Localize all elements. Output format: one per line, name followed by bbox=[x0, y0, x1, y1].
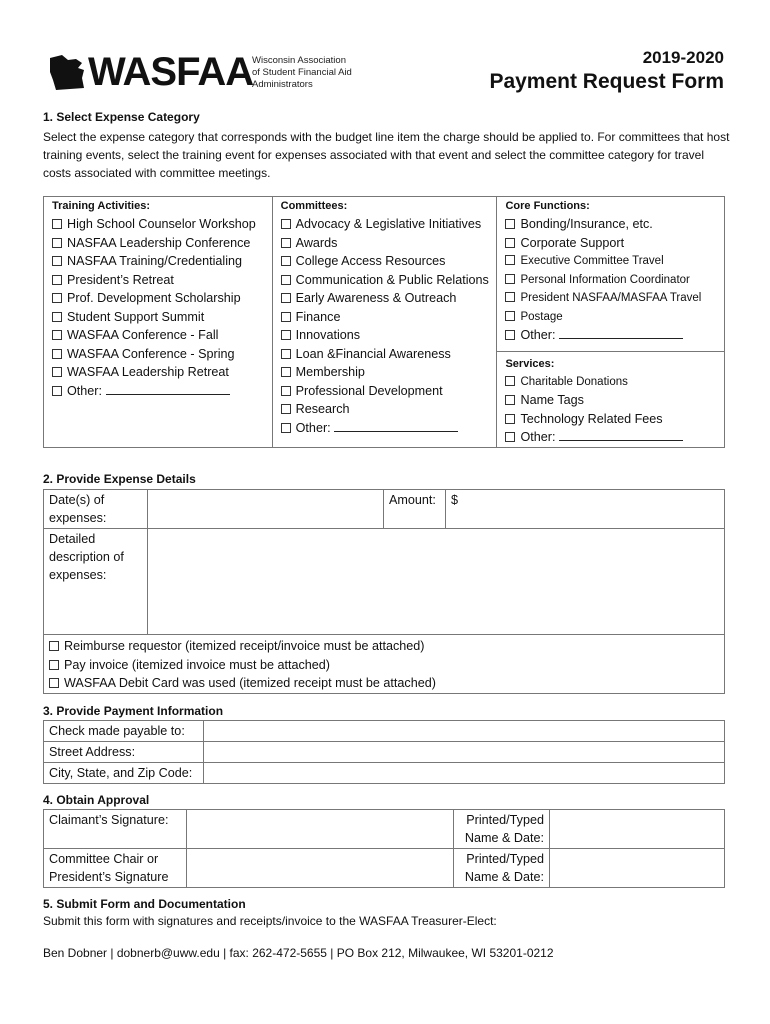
wisconsin-map-icon bbox=[48, 54, 90, 92]
checkbox-item[interactable]: Prof. Development Scholarship bbox=[52, 289, 272, 308]
section-3-heading: 3. Provide Payment Information bbox=[43, 704, 224, 718]
payee-input[interactable] bbox=[204, 721, 725, 742]
checkbox[interactable] bbox=[505, 311, 515, 321]
checkbox-item-other[interactable]: Other: bbox=[52, 382, 272, 401]
checkbox[interactable] bbox=[505, 432, 515, 442]
checkbox[interactable] bbox=[52, 330, 62, 340]
checkbox[interactable] bbox=[505, 292, 515, 302]
checkbox-item[interactable]: Personal Information Coordinator bbox=[505, 271, 724, 290]
amount-input[interactable] bbox=[446, 490, 725, 529]
checkbox[interactable] bbox=[52, 219, 62, 229]
chair-printed-name-label: Printed/Typed Name & Date: bbox=[454, 849, 550, 888]
checkbox[interactable] bbox=[505, 330, 515, 340]
currency-symbol: $ bbox=[451, 493, 459, 507]
training-activities-column bbox=[44, 197, 273, 448]
checkbox-item[interactable]: Advocacy & Legislative Initiatives bbox=[281, 215, 497, 234]
section-1-instructions: Select the expense category that corresponds with the budget line item the charge should be applied to. For committees that host training events, select the training event for expenses associated with that event and select the committee category for travel costs associated with committee meetings. bbox=[43, 130, 730, 180]
checkbox-item[interactable]: Corporate Support bbox=[505, 234, 724, 253]
checkbox-item[interactable]: NASFAA Leadership Conference bbox=[52, 234, 272, 253]
claimant-signature-input[interactable] bbox=[187, 810, 454, 849]
chair-printed-name-input[interactable] bbox=[550, 849, 725, 888]
section-4-heading: 4. Obtain Approval bbox=[43, 793, 150, 807]
checkbox-item[interactable]: WASFAA Conference - Fall bbox=[52, 326, 272, 345]
checkbox[interactable] bbox=[52, 349, 62, 359]
checkbox-item-reimburse[interactable]: Reimburse requestor (itemized receipt/invoice must be attached) bbox=[49, 637, 719, 656]
checkbox-item[interactable]: High School Counselor Workshop bbox=[52, 215, 272, 234]
page-title: Payment Request Form bbox=[489, 70, 724, 93]
checkbox-item[interactable]: College Access Resources bbox=[281, 252, 497, 271]
submission-instruction: Submit this form with signatures and receipts/invoice to the WASFAA Treasurer-Elect: bbox=[43, 914, 497, 928]
street-input[interactable] bbox=[204, 742, 725, 763]
section-5-heading: 5. Submit Form and Documentation bbox=[43, 897, 246, 911]
checkbox-item[interactable]: NASFAA Training/Credentialing bbox=[52, 252, 272, 271]
section-1-heading: 1. Select Expense Category bbox=[43, 110, 200, 124]
claimant-signature-label: Claimant’s Signature: bbox=[44, 810, 187, 849]
checkbox[interactable] bbox=[281, 386, 291, 396]
checkbox-item[interactable]: Research bbox=[281, 400, 497, 419]
checkbox[interactable] bbox=[505, 255, 515, 265]
services-group bbox=[497, 351, 724, 447]
checkbox[interactable] bbox=[281, 312, 291, 322]
checkbox-item[interactable]: Early Awareness & Outreach bbox=[281, 289, 497, 308]
payment-method-options bbox=[44, 635, 725, 694]
checkbox[interactable] bbox=[505, 376, 515, 386]
section-2-heading: 2. Provide Expense Details bbox=[43, 472, 196, 486]
claimant-printed-name-input[interactable] bbox=[550, 810, 725, 849]
checkbox-item[interactable]: Membership bbox=[281, 363, 497, 382]
checkbox[interactable] bbox=[505, 238, 515, 248]
checkbox[interactable] bbox=[281, 238, 291, 248]
checkbox[interactable] bbox=[49, 678, 59, 688]
logo-wordmark: WASFAA bbox=[88, 50, 254, 94]
amount-label: Amount: bbox=[384, 490, 446, 529]
committees-header: Committees: bbox=[280, 200, 348, 212]
core-functions-column bbox=[497, 197, 725, 448]
checkbox-item[interactable]: WASFAA Conference - Spring bbox=[52, 345, 272, 364]
checkbox-item[interactable]: Innovations bbox=[281, 326, 497, 345]
checkbox-item[interactable]: Loan &Financial Awareness bbox=[281, 345, 497, 364]
checkbox[interactable] bbox=[505, 219, 515, 229]
payee-label: Check made payable to: bbox=[44, 721, 204, 742]
checkbox-item-other[interactable]: Other: bbox=[281, 419, 497, 438]
checkbox-item[interactable]: Professional Development bbox=[281, 382, 497, 401]
expense-category-table bbox=[43, 196, 725, 448]
chair-signature-input[interactable] bbox=[187, 849, 454, 888]
checkbox-item[interactable]: Finance bbox=[281, 308, 497, 327]
checkbox-item-other[interactable]: Other: bbox=[505, 428, 724, 447]
checkbox-item[interactable]: Technology Related Fees bbox=[505, 410, 724, 429]
payment-info-table bbox=[43, 720, 725, 784]
checkbox-item[interactable]: Communication & Public Relations bbox=[281, 271, 497, 290]
checkbox-item[interactable]: Executive Committee Travel bbox=[505, 252, 724, 271]
checkbox[interactable] bbox=[505, 274, 515, 284]
training-activities-header: Training Activities: bbox=[52, 200, 151, 212]
checkbox[interactable] bbox=[281, 404, 291, 414]
checkbox[interactable] bbox=[49, 641, 59, 651]
dates-label: Date(s) of expenses: bbox=[44, 490, 148, 529]
checkbox[interactable] bbox=[52, 367, 62, 377]
treasurer-contact: Ben Dobner | dobnerb@uww.edu | fax: 262-472-5655 | PO Box 212, Milwaukee, WI 53201-0212 bbox=[43, 946, 554, 960]
other-text-input[interactable] bbox=[559, 327, 683, 339]
other-text-input[interactable] bbox=[106, 383, 230, 395]
city-state-zip-label: City, State, and Zip Code: bbox=[44, 763, 204, 784]
committees-column bbox=[272, 197, 497, 448]
checkbox-item[interactable]: Postage bbox=[505, 308, 724, 327]
checkbox-item[interactable]: President’s Retreat bbox=[52, 271, 272, 290]
checkbox[interactable] bbox=[281, 219, 291, 229]
checkbox-item-debit-card[interactable]: WASFAA Debit Card was used (itemized receipt must be attached) bbox=[49, 674, 719, 693]
checkbox[interactable] bbox=[52, 293, 62, 303]
services-header: Services: bbox=[505, 357, 555, 370]
chair-signature-label: Committee Chair or President’s Signature bbox=[44, 849, 187, 888]
logo-subtitle: Wisconsin Association of Student Financial Aid Administrators bbox=[252, 55, 352, 90]
approval-table bbox=[43, 809, 725, 888]
checkbox[interactable] bbox=[49, 660, 59, 670]
city-state-zip-input[interactable] bbox=[204, 763, 725, 784]
checkbox-item[interactable]: Charitable Donations bbox=[505, 373, 724, 392]
checkbox[interactable] bbox=[281, 349, 291, 359]
checkbox-item-other[interactable]: Other: bbox=[505, 326, 724, 345]
checkbox[interactable] bbox=[281, 423, 291, 433]
checkbox-item-pay-invoice[interactable]: Pay invoice (itemized invoice must be attached) bbox=[49, 656, 719, 675]
street-label: Street Address: bbox=[44, 742, 204, 763]
description-input[interactable] bbox=[148, 529, 725, 635]
checkbox[interactable] bbox=[52, 386, 62, 396]
checkbox[interactable] bbox=[52, 312, 62, 322]
checkbox[interactable] bbox=[281, 330, 291, 340]
checkbox[interactable] bbox=[52, 275, 62, 285]
checkbox-item[interactable]: President NASFAA/MASFAA Travel bbox=[505, 289, 724, 308]
checkbox[interactable] bbox=[281, 256, 291, 266]
checkbox[interactable] bbox=[52, 238, 62, 248]
form-year: 2019-2020 bbox=[642, 48, 724, 67]
dates-input[interactable] bbox=[148, 490, 384, 529]
expense-details-table bbox=[43, 489, 725, 694]
checkbox-item[interactable]: Name Tags bbox=[505, 391, 724, 410]
checkbox-item[interactable]: Student Support Summit bbox=[52, 308, 272, 327]
other-text-input[interactable] bbox=[334, 420, 458, 432]
checkbox-item[interactable]: WASFAA Leadership Retreat bbox=[52, 363, 272, 382]
claimant-printed-name-label: Printed/Typed Name & Date: bbox=[454, 810, 550, 849]
checkbox[interactable] bbox=[505, 414, 515, 424]
checkbox-item[interactable]: Awards bbox=[281, 234, 497, 253]
other-text-input[interactable] bbox=[559, 429, 683, 441]
checkbox[interactable] bbox=[281, 367, 291, 377]
checkbox-item[interactable]: Bonding/Insurance, etc. bbox=[505, 215, 724, 234]
checkbox[interactable] bbox=[52, 256, 62, 266]
checkbox[interactable] bbox=[505, 395, 515, 405]
checkbox[interactable] bbox=[281, 293, 291, 303]
checkbox[interactable] bbox=[281, 275, 291, 285]
description-label: Detailed description of expenses: bbox=[44, 529, 148, 635]
core-functions-header: Core Functions: bbox=[505, 200, 590, 212]
